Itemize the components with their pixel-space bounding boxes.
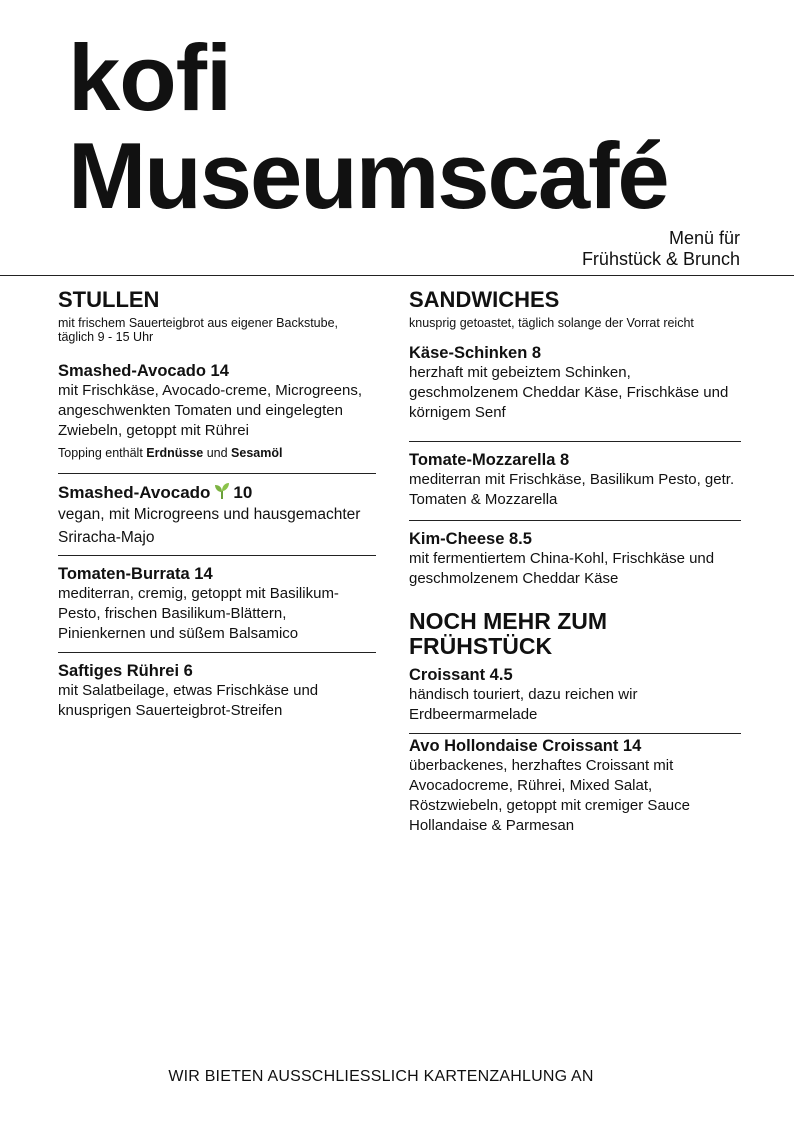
item-description: mediterran, cremig, getoppt mit Basilikum-Pesto, frischen Basilikum-Blättern, Pinienkernen und süßem Balsamico xyxy=(58,585,339,642)
item-description: händisch touriert, dazu reichen wir Erdbeermarmelade xyxy=(409,686,638,723)
item-name: Smashed-Avocado 14 xyxy=(58,362,229,380)
item-name: Tomate-Mozzarella 8 xyxy=(409,451,570,469)
menu-item-croissant xyxy=(409,659,741,734)
item-name: Avo Hollondaise Croissant 14 xyxy=(409,737,642,755)
item-name: Croissant 4.5 xyxy=(409,666,513,684)
allergen-note-prefix: Topping enthält xyxy=(58,446,147,460)
menu-item-avo-hollondaise-croissant xyxy=(409,734,741,836)
section-title-fruehstueck: NOCH MEHR ZUM FRÜHSTÜCK xyxy=(409,608,608,659)
menu-item-kaese-schinken xyxy=(409,330,741,442)
sandwiches-section xyxy=(409,287,741,836)
item-description: mediterran mit Frischkäse, Basilikum Pesto, getr. Tomaten & Mozzarella xyxy=(409,471,735,508)
item-description: mit fermentiertem China-Kohl, Frischkäse und geschmolzenem Cheddar Käse xyxy=(409,550,715,587)
section-subtitle-stullen: mit frischem Sauerteigbrot aus eigener Backstube, täglich 9 - 15 Uhr xyxy=(58,316,338,344)
allergen-note-mid: und xyxy=(203,446,232,460)
menu-item-tomate-mozzarella xyxy=(409,442,741,521)
header-divider xyxy=(0,275,794,276)
stullen-section xyxy=(58,287,376,721)
item-description: mit Salatbeilage, etwas Frischkäse und knusprigen Sauerteigbrot-Streifen xyxy=(58,682,319,719)
item-description: überbackenes, herzhaftes Croissant mit Avocadocreme, Rührei, Mixed Salat, Röstzwiebeln, getoppt mit cremiger Sauce Hollandaise & Parmesan xyxy=(409,757,690,834)
brand-line-1: kofi xyxy=(68,25,232,130)
subtitle-line-1: Menü für xyxy=(668,228,740,248)
menu-item-tomaten-burrata xyxy=(58,556,376,653)
menu-item-kim-cheese xyxy=(409,521,741,589)
menu-item-smashed-avocado-vegan xyxy=(58,474,376,556)
seedling-icon xyxy=(214,482,230,500)
item-name: Saftiges Rührei 6 xyxy=(58,662,193,680)
subtitle-line-2: Frühstück & Brunch xyxy=(581,249,740,269)
allergen-sesamoel: Sesamöl xyxy=(231,446,283,460)
item-name: Käse-Schinken 8 xyxy=(409,344,542,362)
item-name-text: Smashed-Avocado xyxy=(58,483,211,502)
menu-subtitle xyxy=(582,228,740,270)
item-price: 10 xyxy=(233,483,253,502)
menu-item-saftiges-ruehrei xyxy=(58,653,376,721)
section-title-stullen: STULLEN xyxy=(58,287,160,312)
item-name: Tomaten-Burrata 14 xyxy=(58,565,213,583)
item-description: herzhaft mit gebeiztem Schinken, geschmolzenem Cheddar Käse, Frischkäse und körnigem Senf xyxy=(409,364,729,421)
payment-notice: WIR BIETEN AUSSCHLIESSLICH KARTENZAHLUNG AN xyxy=(168,1068,594,1085)
item-name xyxy=(58,482,376,503)
section-subtitle-sandwiches: knusprig getoastet, täglich solange der Vorrat reicht xyxy=(409,316,694,330)
allergen-erdnuesse: Erdnüsse xyxy=(146,446,204,460)
item-name: Kim-Cheese 8.5 xyxy=(409,530,532,548)
item-description: mit Frischkäse, Avocado-creme, Microgreens, angeschwenkten Tomaten und eingelegten Zwiebeln, getoppt mit Rührei xyxy=(58,382,362,439)
fruehstueck-section xyxy=(409,609,741,836)
brand-line-2: Museumscafé xyxy=(68,123,668,228)
section-title-sandwiches: SANDWICHES xyxy=(409,287,560,312)
menu-item-smashed-avocado xyxy=(58,344,376,474)
item-description: vegan, mit Microgreens und hausgemachter Sriracha-Majo xyxy=(58,506,361,546)
allergen-note xyxy=(58,445,376,461)
